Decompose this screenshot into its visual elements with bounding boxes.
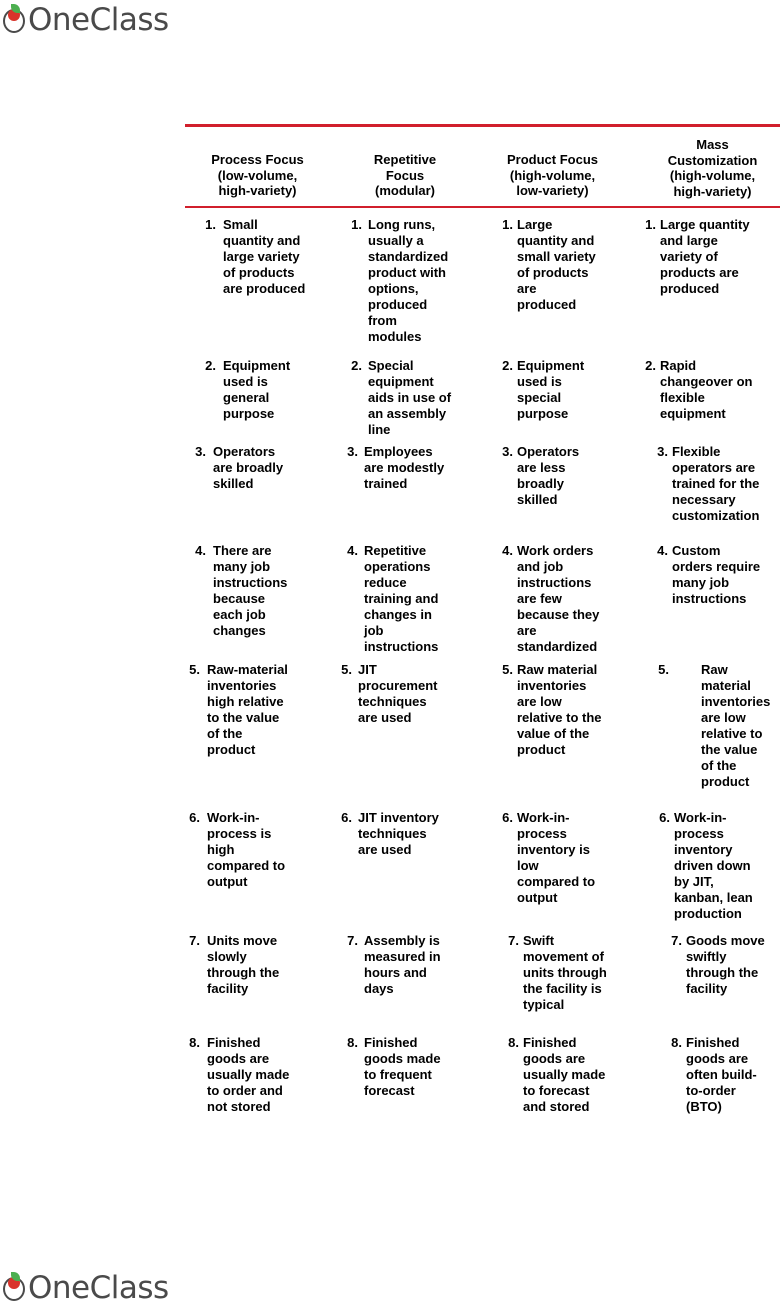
table-cell bbox=[180, 1035, 338, 1115]
oneclass-apple-icon bbox=[2, 1271, 30, 1305]
table-cell bbox=[493, 217, 632, 313]
item-number: 1. bbox=[205, 217, 216, 232]
item-text: Small quantity and large variety of products are produced bbox=[223, 217, 306, 296]
brand-wordmark: OneClass bbox=[28, 1270, 169, 1306]
table-cell bbox=[636, 217, 784, 297]
item-text: Finished goods made to frequent forecast bbox=[364, 1035, 441, 1098]
item-number: 7. bbox=[347, 933, 358, 948]
item-text: Special equipment aids in use of an assembly line bbox=[368, 358, 452, 437]
table-cell bbox=[186, 543, 338, 639]
item-text: Operators are broadly skilled bbox=[213, 444, 284, 491]
table-cell bbox=[180, 810, 338, 890]
item-number: 2. bbox=[351, 358, 362, 373]
column-header: Mass Customization (high-volume, high-variety) bbox=[667, 137, 758, 199]
item-number: 5. bbox=[189, 662, 200, 677]
table-header-rule bbox=[185, 206, 780, 208]
item-text: Raw-material inventories high relative to the value of the product bbox=[207, 662, 288, 757]
item-number: 2. bbox=[502, 358, 513, 373]
item-text: Long runs, usually a standardized product with options, produced from modules bbox=[368, 217, 449, 344]
item-number: 4. bbox=[657, 543, 668, 558]
item-number: 6. bbox=[502, 810, 513, 825]
item-number: 2. bbox=[205, 358, 216, 373]
item-number: 4. bbox=[347, 543, 358, 558]
item-number: 3. bbox=[657, 444, 668, 459]
item-text: Finished goods are often build- to-order (BTO) bbox=[686, 1035, 757, 1114]
column-header: Repetitive Focus (modular) bbox=[373, 152, 437, 198]
item-number: 6. bbox=[189, 810, 200, 825]
table-cell bbox=[636, 358, 784, 422]
table-cell bbox=[493, 810, 632, 906]
item-number: 1. bbox=[351, 217, 362, 232]
table-cell bbox=[493, 358, 632, 422]
item-number: 3. bbox=[347, 444, 358, 459]
table-cell bbox=[338, 1035, 486, 1099]
item-text: Finished goods are usually made to forecast and stored bbox=[523, 1035, 606, 1114]
table-top-rule bbox=[185, 124, 780, 127]
table-cell bbox=[332, 810, 486, 858]
table-cell bbox=[342, 358, 486, 438]
table-cell bbox=[342, 217, 486, 345]
item-text: Finished goods are usually made to order and not stored bbox=[207, 1035, 290, 1114]
item-number: 6. bbox=[659, 810, 670, 825]
table-cell bbox=[196, 358, 338, 422]
table-cell bbox=[493, 543, 632, 655]
item-text: Operators are less broadly skilled bbox=[517, 444, 580, 507]
table-cell bbox=[196, 217, 338, 297]
table-cell bbox=[338, 444, 486, 492]
table-cell bbox=[186, 444, 338, 492]
item-number: 7. bbox=[189, 933, 200, 948]
item-text: Employees are modestly trained bbox=[364, 444, 445, 491]
item-text: Rapid changeover on flexible equipment bbox=[660, 358, 753, 421]
item-number: 5. bbox=[658, 662, 669, 677]
item-text: Large quantity and small variety of products are produced bbox=[517, 217, 596, 312]
item-number: 1. bbox=[645, 217, 656, 232]
table-cell bbox=[338, 933, 486, 997]
table-cell bbox=[180, 662, 338, 758]
brand-wordmark: OneClass bbox=[28, 2, 169, 38]
item-text: Flexible operators are trained for the necessary customization bbox=[672, 444, 760, 523]
item-text: Repetitive operations reduce training and changes in job instructions bbox=[364, 543, 439, 654]
item-text: Work orders and job instructions are few because they are standardized bbox=[517, 543, 600, 654]
table-cell bbox=[649, 662, 784, 790]
item-text: Equipment used is special purpose bbox=[517, 358, 585, 421]
table-cell bbox=[662, 1035, 784, 1115]
item-text: JIT procurement techniques are used bbox=[358, 662, 438, 725]
table-cell bbox=[648, 444, 784, 524]
item-number: 4. bbox=[502, 543, 513, 558]
item-number: 4. bbox=[195, 543, 206, 558]
column-header: Product Focus (high-volume, low-variety) bbox=[506, 152, 598, 198]
item-text: Raw material inventories are low relative to the value of the product bbox=[701, 662, 771, 789]
table-cell bbox=[648, 543, 784, 607]
item-text: Work-in- process is high compared to output bbox=[207, 810, 286, 889]
item-number: 3. bbox=[502, 444, 513, 459]
item-number: 1. bbox=[502, 217, 513, 232]
item-text: Large quantity and large variety of products are produced bbox=[660, 217, 750, 296]
item-number: 8. bbox=[189, 1035, 200, 1050]
item-number: 5. bbox=[341, 662, 352, 677]
item-number: 8. bbox=[671, 1035, 682, 1050]
item-text: Work-in- process inventory driven down by JIT, kanban, lean production bbox=[674, 810, 753, 921]
item-number: 7. bbox=[508, 933, 519, 948]
column-header: Process Focus (low-volume, high-variety) bbox=[211, 152, 304, 198]
oneclass-logo-top bbox=[2, 3, 169, 37]
item-number: 7. bbox=[671, 933, 682, 948]
oneclass-logo-bottom bbox=[2, 1271, 169, 1305]
table-cell bbox=[338, 543, 486, 655]
item-text: Equipment used is general purpose bbox=[223, 358, 291, 421]
item-text: Units move slowly through the facility bbox=[207, 933, 280, 996]
table-cell bbox=[332, 662, 486, 726]
item-number: 3. bbox=[195, 444, 206, 459]
item-text: JIT inventory techniques are used bbox=[358, 810, 439, 857]
oneclass-apple-icon bbox=[2, 3, 30, 37]
table-cell bbox=[662, 933, 784, 997]
item-number: 6. bbox=[341, 810, 352, 825]
table-cell bbox=[499, 933, 632, 1013]
item-text: Raw material inventories are low relative to the value of the product bbox=[517, 662, 602, 757]
item-number: 2. bbox=[645, 358, 656, 373]
item-text: There are many job instructions because each job changes bbox=[213, 543, 288, 638]
table-cell bbox=[499, 1035, 632, 1115]
item-text: Goods move swiftly through the facility bbox=[686, 933, 765, 996]
item-text: Work-in- process inventory is low compared to output bbox=[517, 810, 596, 905]
item-number: 8. bbox=[508, 1035, 519, 1050]
table-cell bbox=[180, 933, 338, 997]
item-number: 8. bbox=[347, 1035, 358, 1050]
table-cell bbox=[493, 662, 632, 758]
item-text: Swift movement of units through the facility is typical bbox=[523, 933, 607, 1012]
item-text: Assembly is measured in hours and days bbox=[364, 933, 441, 996]
item-text: Custom orders require many job instructions bbox=[672, 543, 761, 606]
table-cell bbox=[650, 810, 784, 922]
item-number: 5. bbox=[502, 662, 513, 677]
table-cell bbox=[493, 444, 632, 508]
